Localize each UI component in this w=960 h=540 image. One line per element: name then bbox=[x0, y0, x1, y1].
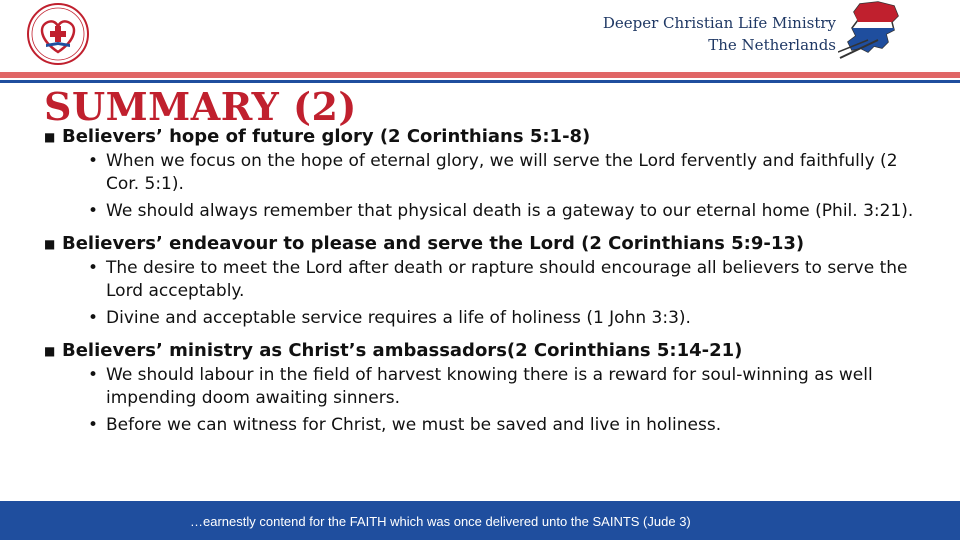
section-heading-text: Believers’ endeavour to please and serve the Lord (2 Corinthians 5:9-13) bbox=[62, 233, 805, 254]
round-bullet-icon: • bbox=[88, 308, 99, 328]
org-name-line2: The Netherlands bbox=[708, 36, 836, 54]
bullet-list bbox=[44, 364, 924, 437]
section-hope-of-glory bbox=[44, 124, 924, 223]
summary-content bbox=[44, 124, 924, 445]
bullet-text: We should labour in the field of harvest knowing there is a reward for soul-winning as well impending doom awaiting sinners. bbox=[106, 365, 873, 408]
org-name-line1: Deeper Christian Life Ministry bbox=[602, 14, 836, 32]
bullet-text: Before we can witness for Christ, we must be saved and live in holiness. bbox=[106, 415, 722, 435]
list-item bbox=[88, 257, 924, 303]
netherlands-map-icon bbox=[838, 0, 904, 62]
heart-cross-logo-icon bbox=[26, 2, 90, 66]
bullet-text: The desire to meet the Lord after death or rapture should encourage all believers to serve the Lord acceptably. bbox=[106, 258, 908, 301]
bullet-list bbox=[44, 257, 924, 330]
list-item bbox=[88, 364, 924, 410]
square-bullet-icon: ■ bbox=[44, 344, 56, 358]
list-item bbox=[88, 150, 924, 196]
bullet-text: We should always remember that physical death is a gateway to our eternal home (Phil. 3:21). bbox=[106, 201, 914, 221]
section-heading bbox=[44, 338, 924, 364]
round-bullet-icon: • bbox=[88, 365, 99, 385]
square-bullet-icon: ■ bbox=[44, 237, 56, 251]
list-item bbox=[88, 307, 924, 330]
page-title: SUMMARY (2) bbox=[44, 84, 357, 129]
round-bullet-icon: • bbox=[88, 415, 99, 435]
round-bullet-icon: • bbox=[88, 258, 99, 278]
section-please-and-serve bbox=[44, 231, 924, 330]
header-divider-blue bbox=[0, 80, 960, 83]
list-item bbox=[88, 200, 924, 223]
round-bullet-icon: • bbox=[88, 201, 99, 221]
bullet-text: When we focus on the hope of eternal glory, we will serve the Lord fervently and faithfully (2 Cor. 5:1). bbox=[106, 151, 898, 194]
square-bullet-icon: ■ bbox=[44, 130, 56, 144]
list-item bbox=[88, 414, 924, 437]
header-divider-red bbox=[0, 72, 960, 78]
round-bullet-icon: • bbox=[88, 151, 99, 171]
section-heading-text: Believers’ ministry as Christ’s ambassadors(2 Corinthians 5:14-21) bbox=[62, 340, 743, 361]
organization-name bbox=[603, 12, 836, 56]
section-heading bbox=[44, 124, 924, 150]
section-ambassadors bbox=[44, 338, 924, 437]
section-heading bbox=[44, 231, 924, 257]
section-heading-text: Believers’ hope of future glory (2 Corinthians 5:1-8) bbox=[62, 126, 591, 147]
footer-scripture: …earnestly contend for the FAITH which was once delivered unto the SAINTS (Jude 3) bbox=[190, 514, 691, 529]
bullet-text: Divine and acceptable service requires a life of holiness (1 John 3:3). bbox=[106, 308, 691, 328]
bullet-list bbox=[44, 150, 924, 223]
